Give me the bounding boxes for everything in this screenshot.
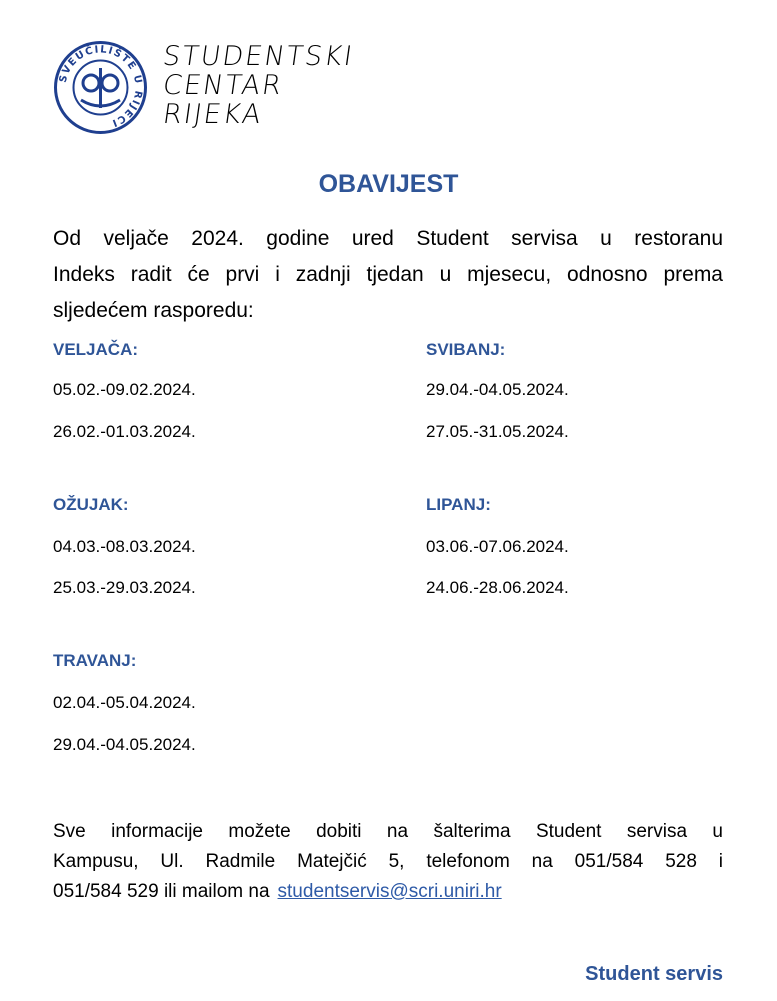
month-label-travanj: TRAVANJ: — [53, 651, 137, 670]
date-range: 24.06.-28.06.2024. — [426, 578, 569, 597]
signature: Student servis — [585, 963, 723, 985]
logo-line-3: RIJEKA — [160, 99, 265, 130]
date-range: 02.04.-05.04.2024. — [53, 693, 196, 712]
month-label-svibanj: SVIBANJ: — [426, 340, 506, 359]
contact-line-1: Sve informacije možete dobiti na šalterima Student servisa u — [53, 821, 723, 842]
date-range: 29.04.-04.05.2024. — [53, 735, 196, 754]
date-range: 05.02.-09.02.2024. — [53, 380, 196, 399]
month-label-ozujak: OŽUJAK: — [53, 495, 129, 514]
email-link[interactable]: studentservis@scri.uniri.hr — [277, 881, 502, 902]
date-range: 25.03.-29.03.2024. — [53, 578, 196, 597]
logo — [53, 40, 356, 135]
date-range: 04.03.-08.03.2024. — [53, 537, 196, 556]
contact-line-3-text: 051/584 529 ili mailom na — [53, 881, 270, 902]
intro-line-1: Od veljače 2024. godine ured Student servisa u restoranu — [53, 227, 723, 250]
page-title: OBAVIJEST — [318, 170, 459, 198]
date-range: 26.02.-01.03.2024. — [53, 422, 196, 441]
university-seal-icon — [53, 40, 148, 135]
logo-line-2: CENTAR — [160, 70, 285, 101]
intro-line-3: sljedećem rasporedu: — [53, 299, 254, 322]
date-range: 27.05.-31.05.2024. — [426, 422, 569, 441]
intro-line-2: Indeks radit će prvi i zadnji tjedan u mjesecu, odnosno prema — [53, 263, 723, 286]
contact-line-3 — [53, 877, 723, 907]
date-range: 29.04.-04.05.2024. — [426, 380, 569, 399]
logo-line-1: STUDENTSKI — [160, 41, 356, 72]
intro-paragraph — [53, 221, 723, 329]
contact-paragraph — [53, 817, 723, 907]
month-label-veljaca: VELJAČA: — [53, 340, 139, 359]
month-label-lipanj: LIPANJ: — [426, 495, 491, 514]
seal-text: SVEUČILIŠTE U RIJECI — [57, 44, 144, 129]
logo-wordmark — [160, 41, 356, 130]
contact-line-2: Kampusu, Ul. Radmile Matejčić 5, telefonom na 051/584 528 i — [53, 851, 723, 872]
date-range: 03.06.-07.06.2024. — [426, 537, 569, 556]
